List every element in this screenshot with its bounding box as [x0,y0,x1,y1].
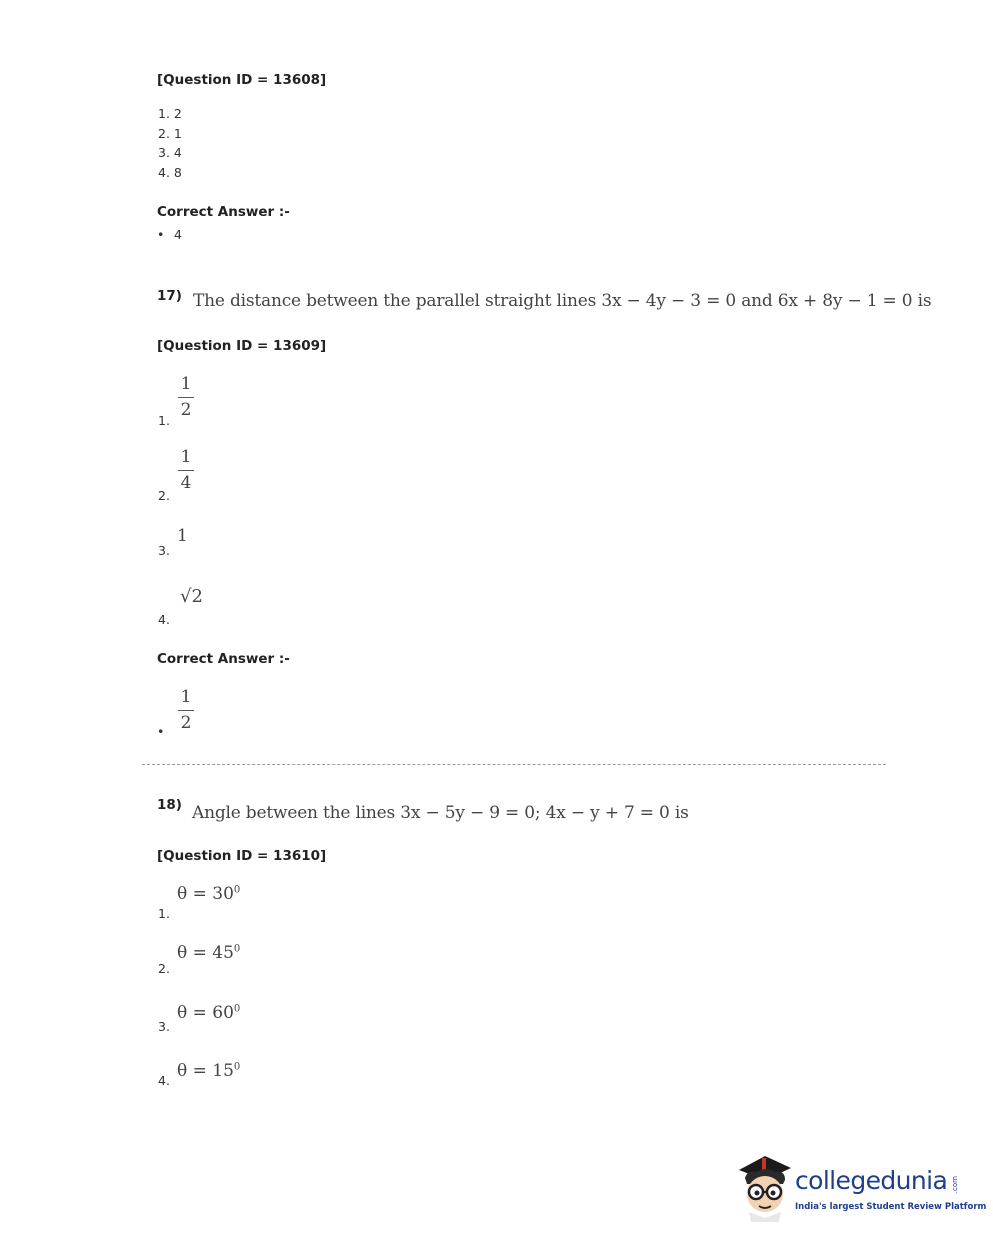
correct-answer-bullet-16: • [157,227,165,242]
question-18-text-a: Angle between the lines [192,803,396,823]
degree-mark: 0 [233,884,241,896]
option-18-2-theta: θ = 45 [177,943,234,963]
option-18-4-value [177,1061,240,1081]
question-id-16: [Question ID = 13608] [157,72,327,88]
option-16-1: 1. 2 [158,106,182,121]
graduate-mascot-icon [735,1152,795,1222]
logo-wordmark: collegedunia [795,1166,948,1195]
option-18-3-theta: θ = 60 [177,1003,234,1023]
option-18-2-value [177,943,240,963]
option-18-1-theta: θ = 30 [177,884,234,904]
question-17-equation-2: 6x + 8y − 1 = 0 [777,291,913,311]
option-18-1-label: 1. [158,906,170,921]
option-17-3-value: 1 [177,526,188,546]
option-17-1-numerator: 1 [180,374,192,394]
option-17-1-fraction [178,374,194,420]
option-17-1-denominator: 2 [180,400,192,420]
option-16-3: 3. 4 [158,145,182,160]
option-18-4-label: 4. [158,1073,170,1088]
question-text-18 [192,803,689,823]
question-18-equation-1: 3x − 5y − 9 = 0; [400,803,541,823]
correct-answer-label-17: Correct Answer :- [157,651,290,667]
fraction-bar [178,710,194,711]
option-17-2-numerator: 1 [180,447,192,467]
fraction-bar [178,397,194,398]
option-18-3-label: 3. [158,1019,170,1034]
fraction-bar [178,470,194,471]
correct-answer-denominator-17: 2 [180,713,192,733]
option-16-4: 4. 8 [158,165,182,180]
correct-answer-fraction-17 [178,687,194,733]
question-18-text-c: is [674,803,689,823]
question-17-text-a: The distance between the parallel straight lines [193,291,597,311]
question-number-18: 18) [157,797,182,813]
option-17-2-fraction [178,447,194,493]
correct-answer-label-16: Correct Answer :- [157,204,290,220]
option-16-2: 2. 1 [158,126,182,141]
question-17-text-b: and [741,291,773,311]
question-number-17: 17) [157,288,182,304]
degree-mark: 0 [233,943,241,955]
option-18-2-label: 2. [158,961,170,976]
degree-mark: 0 [233,1061,241,1073]
option-17-2-denominator: 4 [180,473,192,493]
question-18-equation-2: 4x − y + 7 = 0 [545,803,670,823]
question-id-18: [Question ID = 13610] [157,848,327,864]
option-17-3-label: 3. [158,543,170,558]
logo-suffix: .com [951,1176,959,1194]
option-18-1-value [177,884,240,904]
correct-answer-bullet-17: • [157,724,165,739]
option-18-3-value [177,1003,240,1023]
question-text-17 [193,291,931,311]
logo-tagline: India's largest Student Review Platform [795,1202,987,1212]
option-17-4-value: √2 [180,586,203,607]
option-18-4-theta: θ = 15 [177,1061,234,1081]
option-17-2-label: 2. [158,488,170,503]
question-id-17: [Question ID = 13609] [157,338,327,354]
degree-mark: 0 [233,1003,241,1015]
correct-answer-numerator-17: 1 [180,687,192,707]
correct-answer-value-16: 4 [174,227,182,242]
question-17-text-c: is [917,291,932,311]
question-separator [142,764,886,765]
question-17-equation-1: 3x − 4y − 3 = 0 [601,291,736,311]
option-17-1-label: 1. [158,413,170,428]
option-17-4-label: 4. [158,612,170,627]
collegedunia-logo [735,1152,987,1222]
